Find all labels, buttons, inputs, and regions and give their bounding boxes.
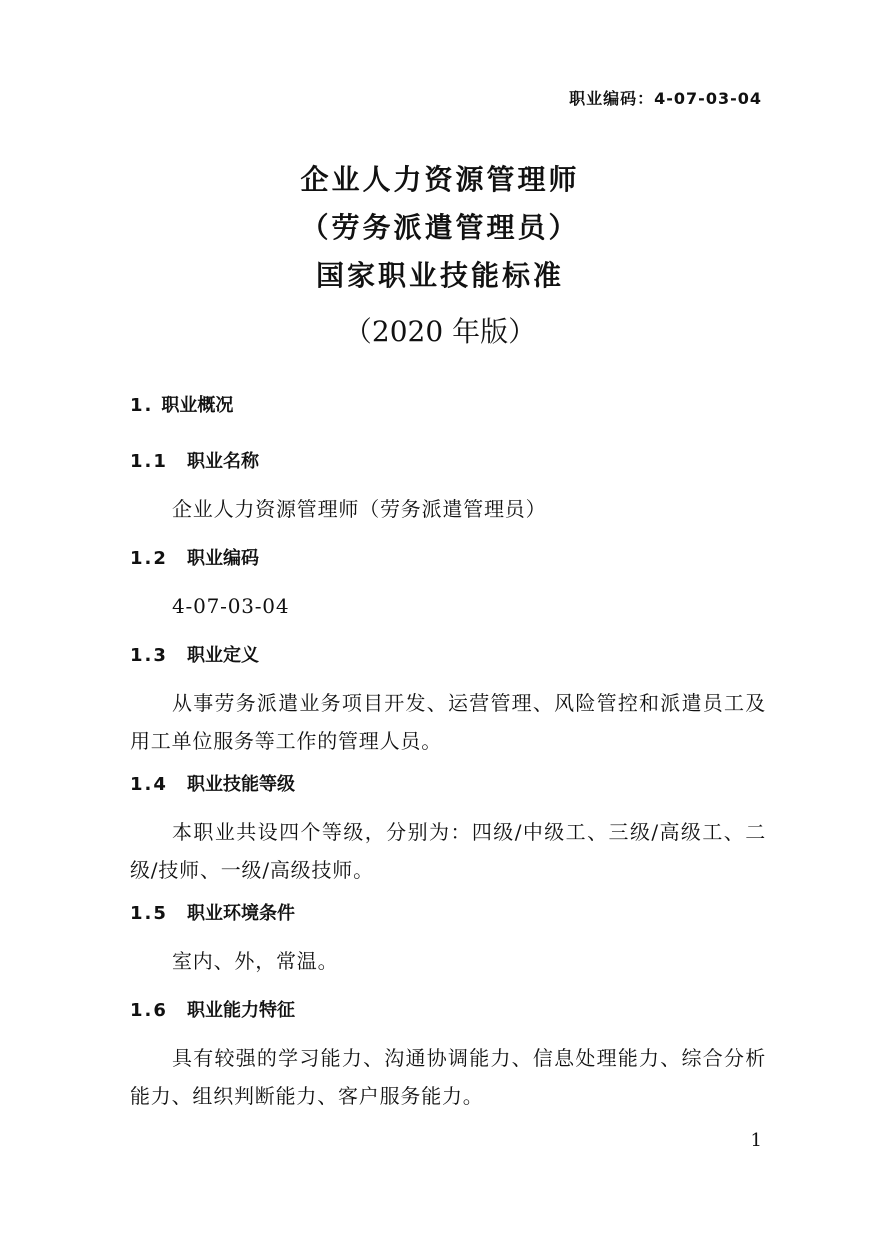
title-line-3: 国家职业技能标准 <box>315 259 564 292</box>
section-number: 1.6 <box>130 1000 168 1021</box>
section-1-1-text: 企业人力资源管理师（劳务派遣管理员） <box>172 497 547 521</box>
section-number: 1. <box>130 395 154 416</box>
section-1-6-heading <box>130 998 295 1024</box>
section-title: 职业定义 <box>187 645 259 666</box>
section-1-heading <box>130 393 233 419</box>
section-1-5-text: 室内、外，常温。 <box>172 949 339 973</box>
section-1-2-text: 4-07-03-04 <box>172 594 290 618</box>
section-title: 职业能力特征 <box>187 1000 295 1021</box>
section-1-2-heading <box>130 546 259 572</box>
section-1-1-heading <box>130 449 259 475</box>
section-title: 职业环境条件 <box>187 903 295 924</box>
section-1-6-text: 具有较强的学习能力、沟通协调能力、信息处理能力、综合分析能力、组织判断能力、客户服务能力。 <box>130 1046 766 1108</box>
occupation-code-header: 职业编码：4-07-03-04 <box>569 89 762 108</box>
section-number: 1.2 <box>130 548 168 569</box>
section-1-5-heading <box>130 901 295 927</box>
section-number: 1.5 <box>130 903 168 924</box>
section-number: 1.1 <box>130 451 168 472</box>
section-1-4-heading <box>130 772 295 798</box>
section-number: 1.4 <box>130 774 168 795</box>
section-title: 职业概况 <box>161 395 234 416</box>
edition-label: （2020 年版） <box>343 315 537 348</box>
section-number: 1.3 <box>130 645 168 666</box>
section-1-3-text: 从事劳务派遣业务项目开发、运营管理、风险管控和派遣员工及用工单位服务等工作的管理人员。 <box>130 691 766 753</box>
document-title <box>0 156 880 300</box>
section-title: 职业名称 <box>187 451 259 472</box>
section-1-3-heading <box>130 643 259 669</box>
title-line-2: （劳务派遣管理员） <box>300 211 580 244</box>
section-title: 职业编码 <box>187 548 259 569</box>
section-1-4-text: 本职业共设四个等级，分别为：四级/中级工、三级/高级工、二级/技师、一级/高级技师。 <box>130 820 766 882</box>
page-number: 1 <box>750 1130 762 1151</box>
title-line-1: 企业人力资源管理师 <box>300 163 580 196</box>
section-title: 职业技能等级 <box>187 774 295 795</box>
